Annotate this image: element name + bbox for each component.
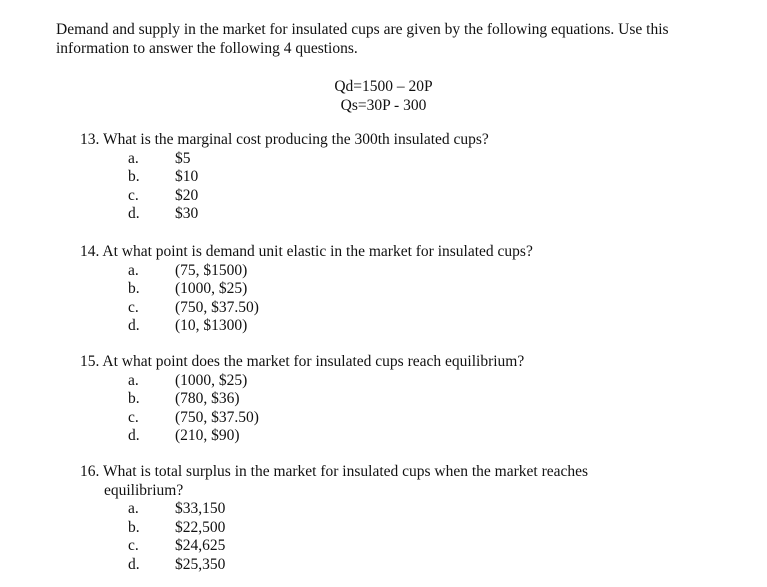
choice-answer: $33,150 xyxy=(175,500,226,517)
choice-answer: $24,625 xyxy=(175,537,226,554)
choice-14b xyxy=(80,280,640,299)
choice-letter: c. xyxy=(128,186,139,204)
question-15 xyxy=(80,353,640,446)
choice-13b xyxy=(80,168,640,187)
choice-letter: a. xyxy=(128,500,139,517)
choice-14a xyxy=(80,262,640,281)
question-text: 13. What is the marginal cost producing the 300th insulated cups? xyxy=(80,131,489,148)
demand-equation: Qd=1500 – 20P xyxy=(334,78,433,95)
choice-answer: $5 xyxy=(175,149,191,167)
choice-letter: d. xyxy=(128,555,140,573)
choice-answer: $22,500 xyxy=(175,518,226,536)
choice-15d xyxy=(80,427,640,446)
choice-13c xyxy=(80,187,640,206)
choice-15c xyxy=(80,409,640,428)
choice-letter: a. xyxy=(128,371,139,389)
choice-16c xyxy=(80,537,640,556)
choice-15b xyxy=(80,390,640,409)
choice-answer: (210, $90) xyxy=(175,427,240,444)
question-16 xyxy=(80,463,640,574)
choice-letter: c. xyxy=(128,537,139,554)
choice-letter: d. xyxy=(128,427,140,444)
choice-answer: (750, $37.50) xyxy=(175,298,259,316)
choice-letter: c. xyxy=(128,408,139,426)
choice-15a xyxy=(80,372,640,391)
choice-16d xyxy=(80,556,640,575)
question-13 xyxy=(80,131,640,224)
question-14 xyxy=(80,243,640,336)
choice-14c xyxy=(80,299,640,318)
choice-14d xyxy=(80,317,640,336)
choice-letter: b. xyxy=(128,280,140,297)
equations-block xyxy=(0,77,767,115)
question-text: 14. At what point is demand unit elastic in the market for insulated cups? xyxy=(80,243,533,260)
choice-answer: (1000, $25) xyxy=(175,371,248,389)
choice-answer: (780, $36) xyxy=(175,390,240,407)
intro-paragraph: Demand and supply in the market for insulated cups are given by the following equations. Use this information to answer the following 4 questions. xyxy=(56,21,669,57)
choice-letter: b. xyxy=(128,168,140,185)
choice-letter: d. xyxy=(128,317,140,334)
choice-answer: (10, $1300) xyxy=(175,317,248,334)
choice-letter: c. xyxy=(128,298,139,316)
choice-answer: $25,350 xyxy=(175,555,226,573)
choice-letter: b. xyxy=(128,518,140,536)
choice-answer: (750, $37.50) xyxy=(175,408,259,426)
choice-letter: d. xyxy=(128,205,140,222)
choice-answer: $20 xyxy=(175,186,199,204)
choice-letter: a. xyxy=(128,261,139,279)
choice-letter: a. xyxy=(128,149,139,167)
choice-13a xyxy=(80,150,640,169)
choice-16b xyxy=(80,519,640,538)
choice-letter: b. xyxy=(128,390,140,407)
question-text: 15. At what point does the market for insulated cups reach equilibrium? xyxy=(80,353,525,370)
choice-answer: (75, $1500) xyxy=(175,261,248,279)
question-text: 16. What is total surplus in the market for insulated cups when the market reaches equilibrium? xyxy=(80,463,589,499)
choice-13d xyxy=(80,205,640,224)
choice-answer: (1000, $25) xyxy=(175,280,248,297)
supply-equation: Qs=30P - 300 xyxy=(340,97,427,114)
choice-16a xyxy=(80,500,640,519)
choice-answer: $30 xyxy=(175,205,199,222)
choice-answer: $10 xyxy=(175,168,199,185)
